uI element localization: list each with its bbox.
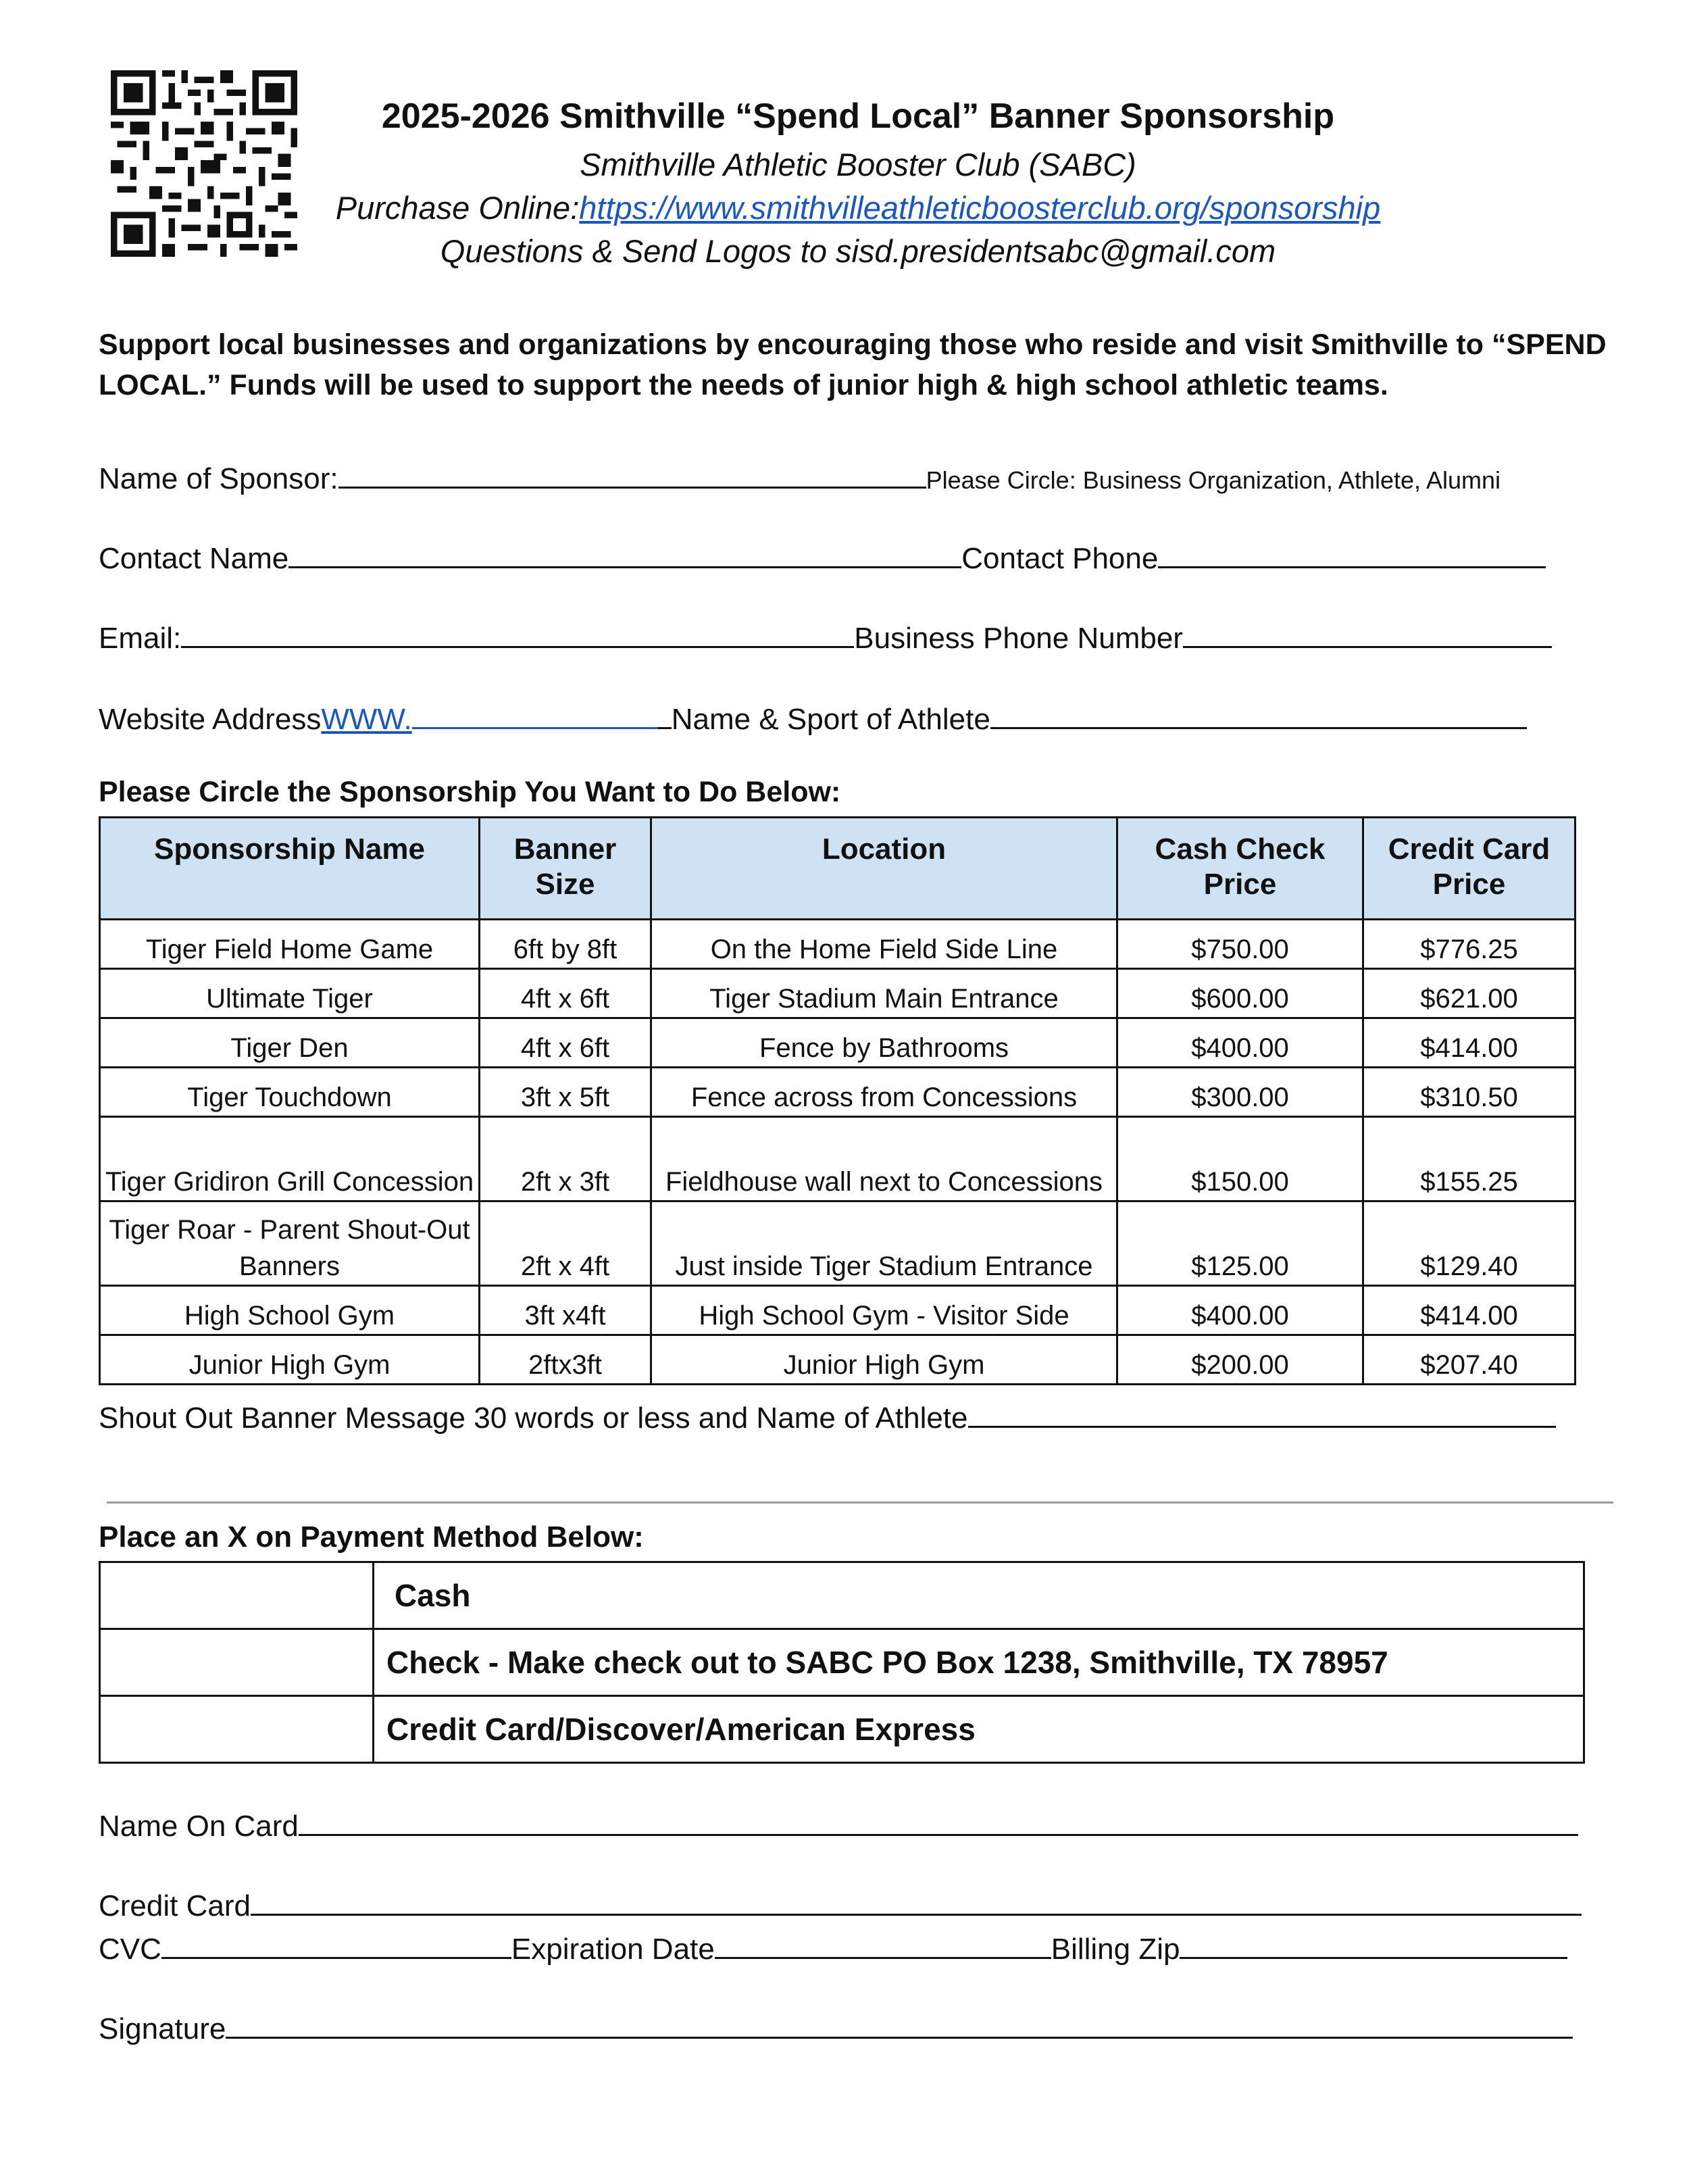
payment-option-row bbox=[100, 1696, 1584, 1763]
sponsorship-heading: Please Circle the Sponsorship You Want to Do Below: bbox=[99, 776, 841, 808]
name-on-card-row bbox=[99, 1804, 1585, 1845]
banner-size: 6ft by 8ft bbox=[480, 920, 651, 969]
athlete-field[interactable] bbox=[990, 697, 1527, 729]
purchase-online-label: Purchase Online: bbox=[335, 190, 580, 226]
card-price: $414.00 bbox=[1363, 1286, 1575, 1335]
cash-price: $600.00 bbox=[1117, 969, 1363, 1018]
column-header: Cash Check Price bbox=[1117, 818, 1363, 920]
payment-option-cash: Cash bbox=[374, 1562, 1584, 1629]
website-field[interactable] bbox=[412, 697, 658, 729]
email-row bbox=[99, 616, 1585, 657]
banner-size: 4ft x 6ft bbox=[480, 969, 651, 1018]
email-label: Email: bbox=[99, 622, 182, 655]
contact-phone-label: Contact Phone bbox=[961, 542, 1159, 575]
column-header: Sponsorship Name bbox=[100, 818, 480, 920]
payment-option-check: Check - Make check out to SABC PO Box 1238, Smithville, TX 78957 bbox=[374, 1629, 1584, 1696]
sponsorship-name: Tiger Gridiron Grill Concession bbox=[100, 1117, 480, 1201]
shout-out-field[interactable] bbox=[968, 1396, 1556, 1428]
credit-card-field[interactable] bbox=[251, 1884, 1582, 1916]
banner-size: 2ftx3ft bbox=[480, 1335, 651, 1385]
cvc-field[interactable] bbox=[161, 1927, 511, 1959]
cash-price: $125.00 bbox=[1117, 1201, 1363, 1286]
cvc-label: CVC bbox=[99, 1933, 161, 1966]
location: Fence across from Concessions bbox=[651, 1068, 1117, 1117]
payment-option-card: Credit Card/Discover/American Express bbox=[374, 1696, 1584, 1763]
column-header: Location bbox=[651, 818, 1117, 920]
name-on-card-field[interactable] bbox=[299, 1804, 1578, 1836]
expiration-label: Expiration Date bbox=[511, 1933, 715, 1966]
sponsorship-name: Tiger Roar - Parent Shout-Out Banners bbox=[100, 1201, 480, 1286]
payment-heading: Place an X on Payment Method Below: bbox=[99, 1520, 644, 1554]
website-row bbox=[99, 697, 1585, 738]
payment-mark-box-check[interactable] bbox=[100, 1629, 374, 1696]
contact-name-label: Contact Name bbox=[99, 542, 289, 575]
credit-card-row bbox=[99, 1884, 1585, 1925]
contact-name-field[interactable] bbox=[288, 537, 961, 568]
business-phone-label: Business Phone Number bbox=[854, 622, 1183, 655]
expiration-field[interactable] bbox=[715, 1927, 1051, 1959]
questions-contact: Questions & Send Logos to sisd.presidentsabc@gmail.com bbox=[440, 233, 1276, 269]
table-row[interactable] bbox=[100, 1335, 1575, 1385]
card-price: $621.00 bbox=[1363, 969, 1575, 1018]
signature-row bbox=[99, 2007, 1585, 2048]
table-row[interactable] bbox=[100, 969, 1575, 1018]
billing-zip-field[interactable] bbox=[1180, 1927, 1567, 1959]
card-price: $155.25 bbox=[1363, 1117, 1575, 1201]
sponsor-name-row bbox=[99, 457, 1585, 497]
website-label: Website Address bbox=[99, 703, 322, 736]
card-price: $310.50 bbox=[1363, 1068, 1575, 1117]
athlete-label: Name & Sport of Athlete bbox=[671, 703, 990, 736]
table-row[interactable] bbox=[100, 1068, 1575, 1117]
location: Fence by Bathrooms bbox=[651, 1018, 1117, 1068]
card-details-row bbox=[99, 1927, 1585, 1968]
payment-mark-box-cash[interactable] bbox=[100, 1562, 374, 1629]
card-price: $414.00 bbox=[1363, 1018, 1575, 1068]
table-row[interactable] bbox=[100, 1201, 1575, 1286]
sponsorship-name: Junior High Gym bbox=[100, 1335, 480, 1385]
website-prefix: WWW. bbox=[321, 703, 412, 736]
location: Tiger Stadium Main Entrance bbox=[651, 969, 1117, 1018]
sponsorship-table bbox=[99, 816, 1576, 1385]
card-price: $129.40 bbox=[1363, 1201, 1575, 1286]
banner-size: 3ft x 5ft bbox=[480, 1068, 651, 1117]
payment-option-row bbox=[100, 1562, 1584, 1629]
payment-method-table bbox=[99, 1561, 1585, 1764]
cash-price: $750.00 bbox=[1117, 920, 1363, 969]
table-header-row bbox=[100, 818, 1575, 920]
purchase-online-line bbox=[257, 189, 1459, 226]
cash-price: $150.00 bbox=[1117, 1117, 1363, 1201]
location: Just inside Tiger Stadium Entrance bbox=[651, 1201, 1117, 1286]
banner-size: 4ft x 6ft bbox=[480, 1018, 651, 1068]
signature-label: Signature bbox=[99, 2012, 226, 2045]
cash-price: $300.00 bbox=[1117, 1068, 1363, 1117]
column-header: Credit Card Price bbox=[1363, 818, 1575, 920]
sponsorship-link[interactable]: https://www.smithvilleathleticboosterclub.org/sponsorship bbox=[579, 190, 1381, 226]
circle-note: Please Circle: Business Organization, Athlete, Alumni bbox=[926, 466, 1501, 494]
organization-name: Smithville Athletic Booster Club (SABC) bbox=[580, 147, 1136, 182]
location: On the Home Field Side Line bbox=[651, 920, 1117, 969]
email-field[interactable] bbox=[181, 616, 854, 648]
sponsorship-name: Ultimate Tiger bbox=[100, 969, 480, 1018]
sponsor-name-label: Name of Sponsor: bbox=[99, 462, 338, 495]
table-row[interactable] bbox=[100, 1018, 1575, 1068]
business-phone-field[interactable] bbox=[1183, 616, 1552, 648]
sponsorship-name: Tiger Touchdown bbox=[100, 1068, 480, 1117]
intro-paragraph: Support local businesses and organizations by encouraging those who reside and visit Smithville to “SPEND LOCAL.” Funds will be used to support the needs of junior high & high school athletic teams. bbox=[99, 328, 1607, 401]
payment-option-row bbox=[100, 1629, 1584, 1696]
name-on-card-label: Name On Card bbox=[99, 1810, 299, 1843]
cash-price: $200.00 bbox=[1117, 1335, 1363, 1385]
table-row[interactable] bbox=[100, 920, 1575, 969]
sponsor-name-field[interactable] bbox=[338, 457, 926, 489]
shout-out-label: Shout Out Banner Message 30 words or less and Name of Athlete bbox=[99, 1401, 968, 1435]
location: Junior High Gym bbox=[651, 1335, 1117, 1385]
cash-price: $400.00 bbox=[1117, 1018, 1363, 1068]
payment-mark-box-card[interactable] bbox=[100, 1696, 374, 1763]
card-price: $776.25 bbox=[1363, 920, 1575, 969]
banner-size: 2ft x 3ft bbox=[480, 1117, 651, 1201]
location: Fieldhouse wall next to Concessions bbox=[651, 1117, 1117, 1201]
location: High School Gym - Visitor Side bbox=[651, 1286, 1117, 1335]
table-row[interactable] bbox=[100, 1286, 1575, 1335]
banner-size: 3ft x4ft bbox=[480, 1286, 651, 1335]
sponsorship-name: Tiger Den bbox=[100, 1018, 480, 1068]
card-price: $207.40 bbox=[1363, 1335, 1575, 1385]
contact-row bbox=[99, 537, 1585, 577]
sponsorship-name: Tiger Field Home Game bbox=[100, 920, 480, 969]
website-field-end bbox=[658, 697, 672, 729]
signature-field[interactable] bbox=[226, 2007, 1573, 2039]
page-title: 2025-2026 Smithville “Spend Local” Banner Sponsorship bbox=[381, 97, 1335, 136]
contact-phone-field[interactable] bbox=[1158, 537, 1546, 568]
shout-out-row bbox=[99, 1396, 1578, 1435]
billing-zip-label: Billing Zip bbox=[1051, 1933, 1180, 1966]
section-divider bbox=[107, 1502, 1613, 1504]
table-row[interactable] bbox=[100, 1117, 1575, 1201]
column-header: Banner Size bbox=[480, 818, 651, 920]
credit-card-label: Credit Card bbox=[99, 1889, 251, 1922]
sponsorship-name: High School Gym bbox=[100, 1286, 480, 1335]
banner-size: 2ft x 4ft bbox=[480, 1201, 651, 1286]
cash-price: $400.00 bbox=[1117, 1286, 1363, 1335]
